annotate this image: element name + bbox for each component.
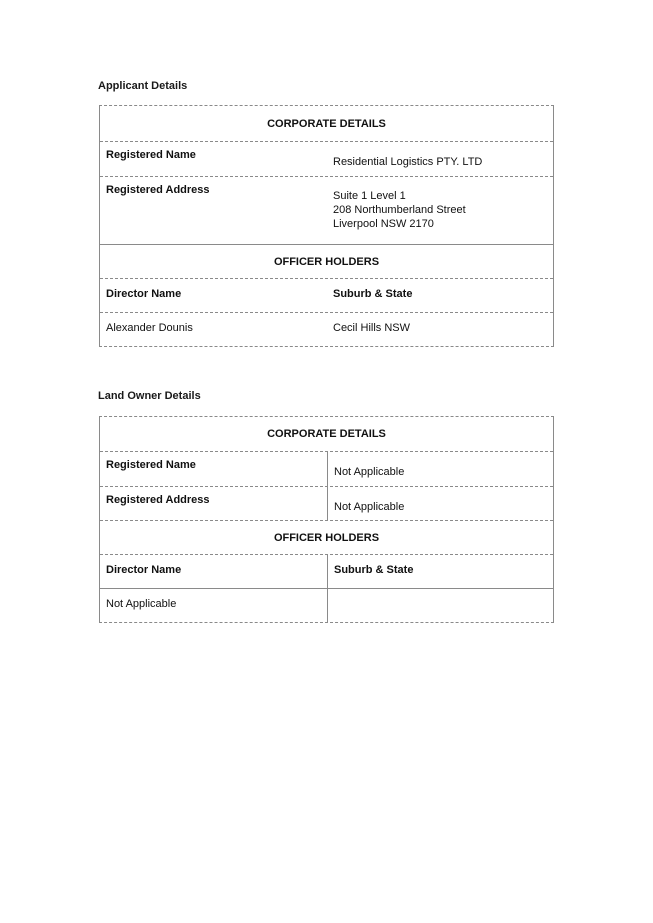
suburb-state-label: Suburb & State — [327, 555, 553, 588]
registered-address-label: Registered Address — [106, 184, 210, 196]
registered-name-row — [100, 451, 553, 486]
suburb-state-value — [327, 589, 553, 622]
director-name-value: Not Applicable — [106, 598, 177, 610]
land-owner-details-table — [99, 416, 554, 623]
officer-holders-header-row — [100, 520, 553, 554]
registered-address-label: Registered Address — [106, 494, 210, 506]
registered-name-value: Residential Logistics PTY. LTD — [333, 156, 483, 168]
officer-column-headers-row — [100, 278, 553, 312]
director-name-label: Director Name — [106, 564, 182, 576]
registered-name-value: Not Applicable — [327, 452, 553, 486]
address-line: Suite 1 Level 1 — [333, 190, 406, 202]
applicant-details-table — [99, 105, 554, 347]
officer-data-row — [100, 588, 553, 622]
address-line: 208 Northumberland Street — [333, 204, 466, 216]
director-name-label: Director Name — [106, 288, 182, 300]
officer-data-row — [100, 312, 553, 346]
registered-address-value — [327, 177, 553, 244]
corporate-details-header: CORPORATE DETAILS — [267, 428, 386, 440]
suburb-state-label: Suburb & State — [333, 288, 413, 300]
land-owner-details-heading: Land Owner Details — [98, 390, 201, 402]
corporate-details-header-row — [100, 106, 553, 141]
officer-holders-header: OFFICER HOLDERS — [273, 255, 380, 268]
officer-column-headers-row — [100, 554, 553, 588]
registered-address-row — [100, 486, 553, 520]
registered-name-row — [100, 141, 553, 176]
officer-holders-header: OFFICER HOLDERS — [273, 531, 380, 544]
registered-name-label: Registered Name — [106, 459, 196, 471]
applicant-details-heading: Applicant Details — [98, 80, 188, 92]
registered-address-row — [100, 176, 553, 244]
address-line: Liverpool NSW 2170 — [333, 218, 434, 230]
corporate-details-header: CORPORATE DETAILS — [267, 117, 386, 130]
corporate-details-header-row — [100, 417, 553, 451]
registered-address-value: Not Applicable — [327, 487, 553, 520]
officer-holders-header-row — [100, 244, 553, 278]
registered-name-label: Registered Name — [106, 149, 196, 161]
director-name-value: Alexander Dounis — [106, 322, 193, 334]
suburb-state-value: Cecil Hills NSW — [333, 322, 410, 334]
